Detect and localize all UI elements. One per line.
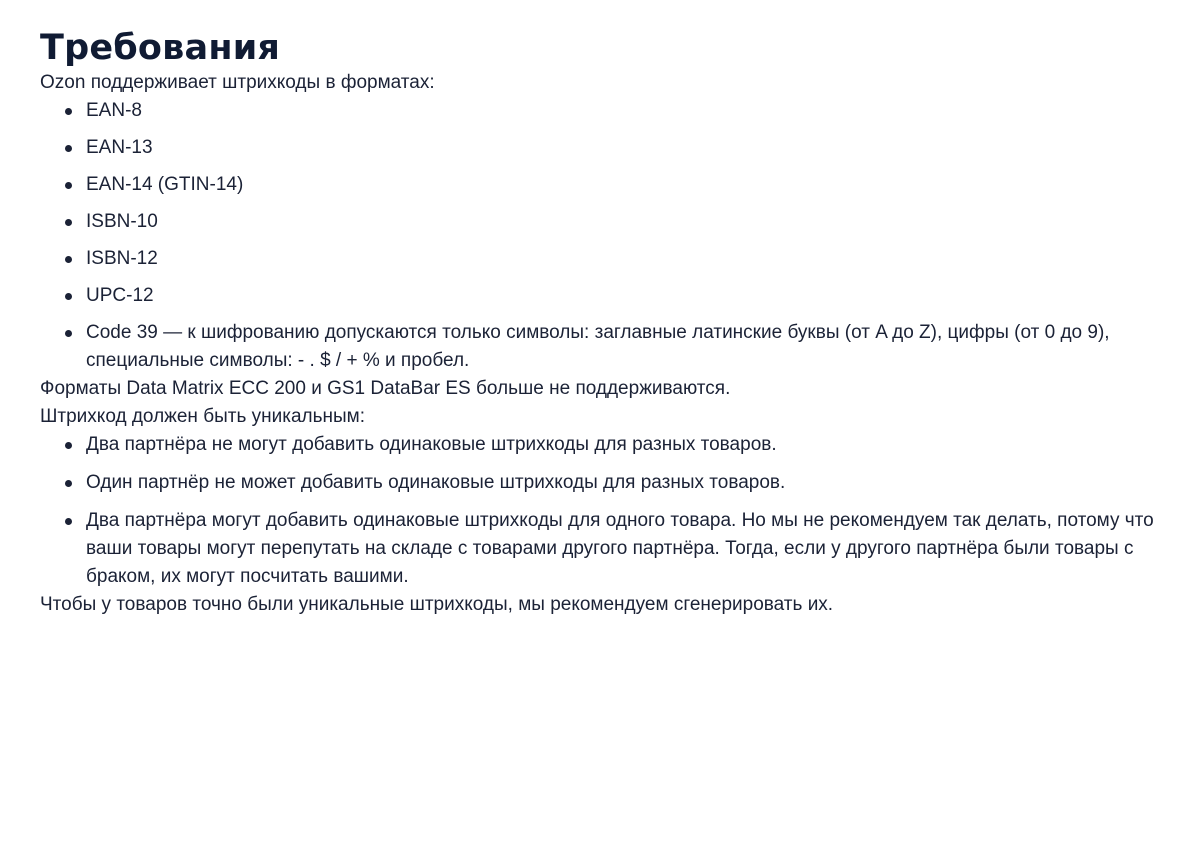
format-item-text: UPC-12 — [86, 285, 154, 306]
bullet-icon — [65, 518, 72, 525]
list-item — [40, 469, 1160, 497]
format-item-text: EAN-8 — [86, 100, 142, 121]
uniqueness-intro: Штрихкод должен быть уникальным: — [40, 406, 366, 427]
bullet-icon — [65, 256, 72, 263]
bullet-icon — [65, 145, 72, 152]
list-item — [40, 282, 1160, 310]
bullet-icon — [65, 182, 72, 189]
bullet-icon — [65, 219, 72, 226]
list-item — [40, 319, 1160, 375]
rule-item-text: Два партнёра могут добавить одинаковые штрихкоды для одного товара. Но мы не рекомендуем так делать, потому что ваши товары могут перепутать на складе с товарами другого партнёра. Тогда, если у другого партнёра были товары с браком, их могут посчитать вашими. — [86, 510, 1154, 587]
bullet-icon — [65, 293, 72, 300]
bullet-icon — [65, 330, 72, 337]
format-item-text: Code 39 — к шифрованию допускаются только символы: заглавные латинские буквы (от A до Z), цифры (от 0 до 9), специальные символы: - . $ / + % и пробел. — [86, 322, 1110, 371]
bullet-icon — [65, 108, 72, 115]
formats-intro: Ozon поддерживает штрихкоды в форматах: — [40, 72, 435, 93]
deprecated-formats-note: Форматы Data Matrix ECC 200 и GS1 DataBar ES больше не поддерживаются. — [40, 378, 731, 399]
list-item — [40, 171, 1160, 199]
page-title: Требования — [40, 28, 281, 68]
bullet-icon — [65, 480, 72, 487]
format-item-text: EAN-14 (GTIN-14) — [86, 174, 244, 195]
formats-list — [40, 97, 1160, 375]
format-item-text: ISBN-12 — [86, 248, 158, 269]
format-item-text: EAN-13 — [86, 137, 153, 158]
bullet-icon — [65, 442, 72, 449]
rule-item-text: Один партнёр не может добавить одинаковые штрихкоды для разных товаров. — [86, 472, 786, 493]
list-item — [40, 245, 1160, 273]
rule-item-text: Два партнёра не могут добавить одинаковые штрихкоды для разных товаров. — [86, 434, 777, 455]
recommendation-text: Чтобы у товаров точно были уникальные штрихкоды, мы рекомендуем сгенерировать их. — [40, 594, 834, 615]
list-item — [40, 208, 1160, 236]
format-item-text: ISBN-10 — [86, 211, 158, 232]
list-item — [40, 507, 1160, 591]
list-item — [40, 134, 1160, 162]
list-item — [40, 431, 1160, 459]
uniqueness-rules-list — [40, 431, 1160, 591]
list-item — [40, 97, 1160, 125]
